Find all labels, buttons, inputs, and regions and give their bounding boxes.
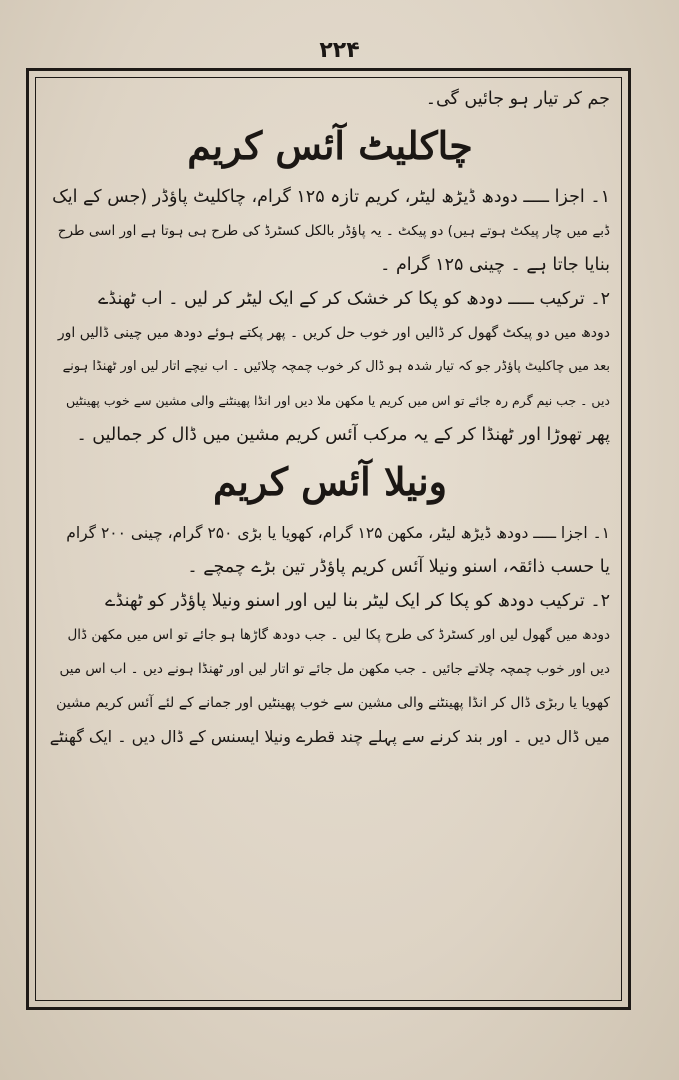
text-line: ڈبے میں چار پیکٹ ہوتے ہیں) دو پیکٹ ۔ یہ پاؤڈر بالکل کسٹرڈ کی طرح ہی ہوتا ہے اور اسی طرح [57, 223, 610, 239]
text-line: یا حسب ذائقہ، اسنو ونیلا آئس کریم پاؤڈر تین بڑے چمچے ۔ [187, 557, 610, 577]
page-number: ۲۲۴ [319, 38, 360, 63]
text-line: دیں ۔ جب نیم گرم رہ جائے تو اس میں کریم یا مکھن ملا دیں اور انڈا پھینٹنے والی مشین سے خوب پھینٹیں [66, 393, 610, 408]
text-line: بنایا جاتا ہے ۔ چینی ۱۲۵ گرام ۔ [380, 255, 610, 275]
text-line: کھویا یا ربڑی ڈال کر انڈا پھینٹنے والی مشین سے خوب پھینٹیں اور جمانے کے لئے آئس کریم مشین [56, 695, 610, 711]
recipe-title-vanilla-ice-cream: ونیلا آئس کریم [212, 459, 448, 504]
text-line: دودھ میں دو پیکٹ گھول کر ڈالیں اور خوب حل کریں ۔ پھر پکتے ہوئے دودھ میں چینی ڈالیں اور [57, 325, 610, 341]
text-line: ۱۔ اجزا ـــــ دودھ ڈیڑھ لیٹر، مکھن ۱۲۵ گرام، کھویا یا بڑی ۲۵۰ گرام، چینی ۲۰۰ گرام [66, 524, 610, 542]
text-line: جم کر تیار ہو جائیں گی۔ [425, 89, 610, 109]
text-line: بعد میں چاکلیٹ پاؤڈر جو کہ تیار شدہ ہو ڈال کر خوب چمچہ چلائیں ۔ اب نیچے اتار لیں اور ٹھنڈا ہونے [62, 359, 610, 374]
text-line: پھر تھوڑا اور ٹھنڈا کر کے یہ مرکب آئس کریم مشین میں ڈال کر جمالیں ۔ [76, 425, 610, 445]
text-line: دیں اور خوب چمچہ چلاتے جائیں ۔ جب مکھن مل جائے تو اتار لیں اور ٹھنڈا ہونے دیں ۔ اب اس میں [59, 661, 610, 677]
text-line: ۲۔ ترکیب ـــــ دودھ کو پکا کر خشک کر کے ایک لیٹر کر لیں ۔ اب ٹھنڈے [98, 289, 610, 309]
text-line: میں ڈال دیں ۔ اور بند کرنے سے پہلے چند قطرے ونیلا ایسنس کے ڈال دیں ۔ ایک گھنٹے [50, 727, 610, 746]
recipe-text [50, 82, 610, 1002]
text-line: ۱۔ اجزا ـــــ دودھ ڈیڑھ لیٹر، کریم تازہ ۱۲۵ گرام، چاکلیٹ پاؤڈر (جس کے ایک [52, 187, 610, 207]
text-line: ۲۔ ترکیب دودھ کو پکا کر ایک لیٹر بنا لیں اور اسنو ونیلا پاؤڈر کو ٹھنڈے [105, 591, 610, 611]
text-line: دودھ میں گھول لیں اور کسٹرڈ کی طرح پکا لیں ۔ جب دودھ گاڑھا ہو جائے تو اس میں مکھن ڈال [67, 627, 610, 643]
recipe-title-chocolate-ice-cream: چاکلیٹ آئس کریم [187, 123, 473, 168]
